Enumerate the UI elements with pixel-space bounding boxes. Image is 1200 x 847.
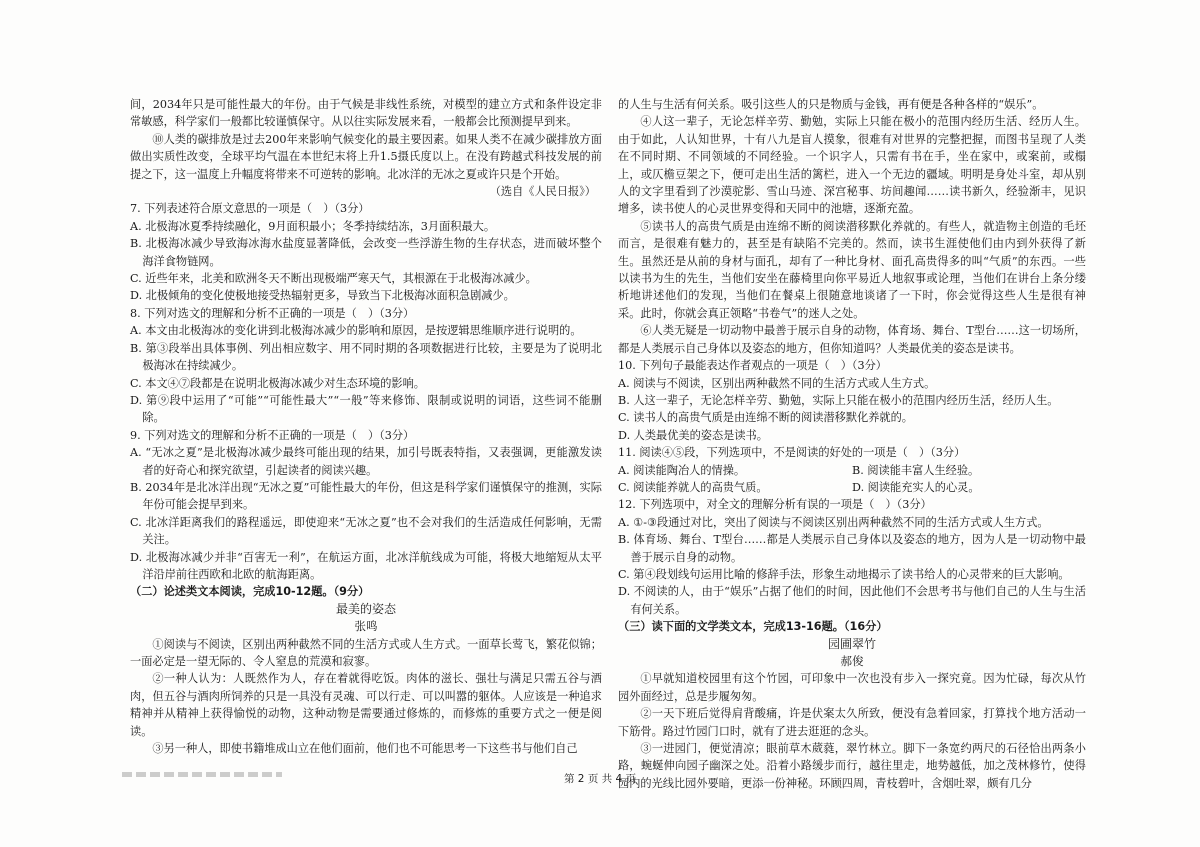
essay-paragraph-1: ①阅读与不阅读，区别出两种截然不同的生活方式或人生方式。一面草长莺飞，繁花似锦；一面必定是一望无际的、令人窒息的荒漠和寂寥。 (130, 637, 602, 668)
question-12-option-a: A. ①-③段通过对比，突出了阅读与不阅读区别出两种截然不同的生活方式或人生方式。 (618, 515, 1049, 529)
essay-paragraph-4: ④人这一辈子，无论怎样辛劳、勤勉，实际上只能在极小的范围内经历生活、经历人生。由于如此，人认知世界，十有八九是盲人摸象，很难有对世界的完整把握，而图书呈现了人类在不同时期、不同领域的不同经验。一个识字人，只需有书在手，坐在家中，或案前，或榻上，或仄檐豆架之下，便可走出生活的篱栏，进入一个无边的疆域。明明是身处斗室，却从别人的文字里看到了沙漠驼影、雪山马迹、深宫秘事、坊间趣闻……读书新久，经验渐丰，见识增多，读书使人的心灵世界变得和天同中的池塘，逐渐充盈。 (618, 115, 1086, 216)
story-paragraph-2: ②一天下班后觉得肩背酸痛，许是伏案太久所致，便没有急着回家，打算找个地方活动一下筋骨。路过竹园门口时，就有了进去逛逛的念头。 (618, 707, 1086, 738)
essay-paragraph-6: ⑥人类无疑是一切动物中最善于展示自身的动物，体育场、舞台、T型台……这一切场所，都是人类展示自己身体以及姿态的地方，但你知道吗？人类最优美的姿态是读书。 (618, 324, 1086, 355)
question-8: 8. 下列对选文的理解和分析不正确的一项是（ ）（3分） (130, 306, 415, 320)
question-12-option-d: D. 不阅读的人，由于“娱乐”占据了他们的时间，因此他们不会思考书与他们自己的人生与生活有何关系。 (618, 585, 1086, 616)
left-column (130, 96, 602, 761)
paragraph-10: ⑩人类的碳排放是过去200年来影响气候变化的最主要因素。如果人类不在减少碳排放方面做出实质性改变，全球平均气温在本世纪末将上升1.5摄氏度以上。在没有跨越式科技发展的前提之下，这一温度上升幅度将带来不可逆转的影响。北冰洋的无冰之夏或许只是个开始。 (130, 132, 602, 181)
essay-author: 张鸣 (354, 619, 378, 634)
question-12-option-b: B. 体育场、舞台、T型台……都是人类展示自己身体以及姿态的地方，因为人是一切动物中最善于展示自身的动物。 (618, 533, 1086, 564)
question-10-option-d: D. 人类最优美的姿态是读书。 (618, 428, 768, 442)
story-paragraph-1: ①早就知道校园里有这个竹园，可印象中一次也没有步入一探究竟。因为忙碌，每次从竹园外面经过，总是步履匆匆。 (618, 672, 1086, 703)
question-9-option-d: D. 北极海冰减少并非“百害无一利”，在航运方面，北冰洋航线成为可能，将极大地缩短从太平洋沿岸前往西欧和北欧的航海距离。 (130, 550, 602, 581)
question-11-option-b: B. 阅读能丰富人生经验。 (852, 463, 980, 477)
question-11-option-a: A. 阅读能陶冶人的情操。 (618, 463, 746, 477)
question-9-option-c: C. 北冰洋距离我们的路程遥远，即使迎来“无冰之夏”也不会对我们的生活造成任何影响，无需关注。 (130, 515, 602, 547)
question-11-option-c: C. 阅读能养就人的高贵气质。 (618, 480, 768, 494)
question-11-option-d: D. 阅读能充实人的心灵。 (852, 480, 980, 494)
question-9-option-b: B. 2034年是北冰洋出现“无冰之夏”可能性最大的年份，但这是科学家们谨慎保守的推测，实际年份可能会提早到来。 (130, 480, 602, 512)
story-title: 园圃翠竹 (827, 636, 876, 651)
essay-paragraph-3: ③另一种人，即使书籍堆成山立在他们面前，他们也不可能思考一下这些书与他们自己 (152, 742, 578, 756)
story-author: 郝俊 (840, 654, 864, 668)
question-7-option-d: D. 北极倾角的变化使极地接受热辐射更多，导致当下北极海冰面积急剧减少。 (130, 289, 515, 303)
essay-paragraph-2: ②一种人认为：人既然作为人，存在着就得吃饭。肉体的滋长、强壮与满足只需五谷与酒肉，但五谷与酒肉所饲养的只是一具没有灵魂、可以行走、可以叫嚣的躯体。人应该是一种追求精神并从精神上获得愉悦的动物，这种动物是需要通过修炼的，而修炼的重要方式之一便是阅读。 (130, 672, 602, 738)
question-8-option-c: C. 本文④⑦段都是在说明北极海冰减少对生态环境的影响。 (130, 376, 425, 390)
source-citation: （选自《人民日报》） (489, 185, 596, 199)
question-11-options-row-2 (618, 479, 1086, 496)
question-9: 9. 下列对选文的理解和分析不正确的一项是（ ）（3分） (130, 428, 415, 442)
question-10-option-c: C. 读书人的高贵气质是由连绵不断的阅读潜移默化养就的。 (618, 411, 913, 425)
question-10: 10. 下列句子最能表达作者观点的一项是（ ）（3分） (618, 359, 887, 373)
page-footer: 第 2 页 共 4 页 (563, 773, 637, 785)
question-10-option-b: B. 人这一辈子，无论怎样辛劳、勤勉，实际上只能在极小的范围内经历生活，经历人生。 (618, 393, 1059, 407)
essay-paragraph-5: ⑤读书人的高贵气质是由连绵不断的阅读潜移默化养就的。有些人，就造物主创造的毛坯而言，是很难有魅力的，甚至是有缺陷不完美的。然而，读书生涯使他们由内到外获得了新生。虽然还是从前的身材与面孔，却有了一种比身材、面孔高贵得多的叫“气质”的东西。一些以读书为生的先生，当他们安坐在藤椅里向你平易近人地叙事或论理，当他们在讲台上条分缕析地讲述他们的发现，当他们在餐桌上很随意地谈诸了一下时，你会觉得这些人生是很有神采。此时，你就会真正领略“书卷气”的迷人之处。 (618, 219, 1086, 320)
question-8-option-b: B. 第③段举出具体事例、列出相应数字、用不同时期的各项数据进行比较，主要是为了说明北极海冰在持续减少。 (130, 341, 602, 373)
question-7-option-a: A. 北极海冰夏季持续融化，9月面积最小；冬季持续结冻，3月面积最大。 (130, 219, 496, 233)
right-column (618, 96, 1086, 790)
question-7: 7. 下列表述符合原文意思的一项是（ ）（3分） (130, 202, 370, 216)
question-7-option-c: C. 近些年来，北美和欧洲冬天不断出现极端严寒天气，其根源在于北极海冰减少。 (130, 272, 537, 286)
question-12: 12. 下列选项中，对全文的理解分析有误的一项是（ ）（3分） (618, 498, 932, 512)
essay-paragraph-3-continued: 的人生与生活有何关系。吸引这些人的只是物质与金钱，再有便是各种各样的“娱乐”。 (618, 98, 1044, 111)
story-paragraph-3: ③一进园门，便觉清凉；眼前草木葳蕤，翠竹林立。脚下一条宽约两尺的石径恰出两条小路，蜿蜒伸向园子幽深之处。沿着小路缓步而行，越往里走，地势越低，加之茂林修竹，使得园内的光线比园外要暗，更添一份神秘。环顾四周，青枝碧叶，含烟吐翠，颇有几分 (618, 742, 1086, 790)
section-3-heading: （三）读下面的文学类文本，完成13-16题。（16分） (618, 620, 888, 634)
question-11: 11. 阅读④⑤段，下列选项中，不是阅读的好处的一项是（ ）（3分） (618, 446, 966, 460)
question-8-option-a: A. 本文由北极海冰的变化讲到北极海冰减少的影响和原因，是按逻辑思维顺序进行说明的。 (130, 324, 582, 338)
question-7-option-b: B. 北极海冰减少导致海冰海水盐度显著降低，会改变一些浮游生物的生存状态，进而破坏整个海洋食物链网。 (130, 237, 602, 268)
paragraph-9-continued: 间，2034年只是可能性最大的年份。由于气候是非线性系统，对模型的建立方式和条件设定非常敏感，科学家们一般都比较谨慎保守。从以往实际发展来看，一般都会比预测提早到来。 (130, 98, 602, 129)
essay-title: 最美的姿态 (335, 601, 396, 616)
question-9-option-a: A. “无冰之夏”是北极海冰减少最终可能出现的结果，加引号既表特指，又表强调，更能激发读者的好奇心和探究欲望，引起读者的阅读兴趣。 (130, 446, 602, 477)
question-12-option-c: C. 第④段划线句运用比喻的修辞手法，形象生动地揭示了读书给人的心灵带来的巨大影响。 (618, 567, 1070, 581)
question-11-options-row-1 (618, 462, 1086, 479)
question-10-option-a: A. 阅读与不阅读，区别出两种截然不同的生活方式或人生方式。 (618, 376, 936, 390)
question-8-option-d: D. 第⑨段中运用了“可能”“可能性最大”“一般”等来修饰、限制或说明的词语，这些词不能删除。 (130, 393, 602, 425)
section-2-heading: （二）论述类文本阅读，完成10-12题。（9分） (130, 585, 370, 599)
